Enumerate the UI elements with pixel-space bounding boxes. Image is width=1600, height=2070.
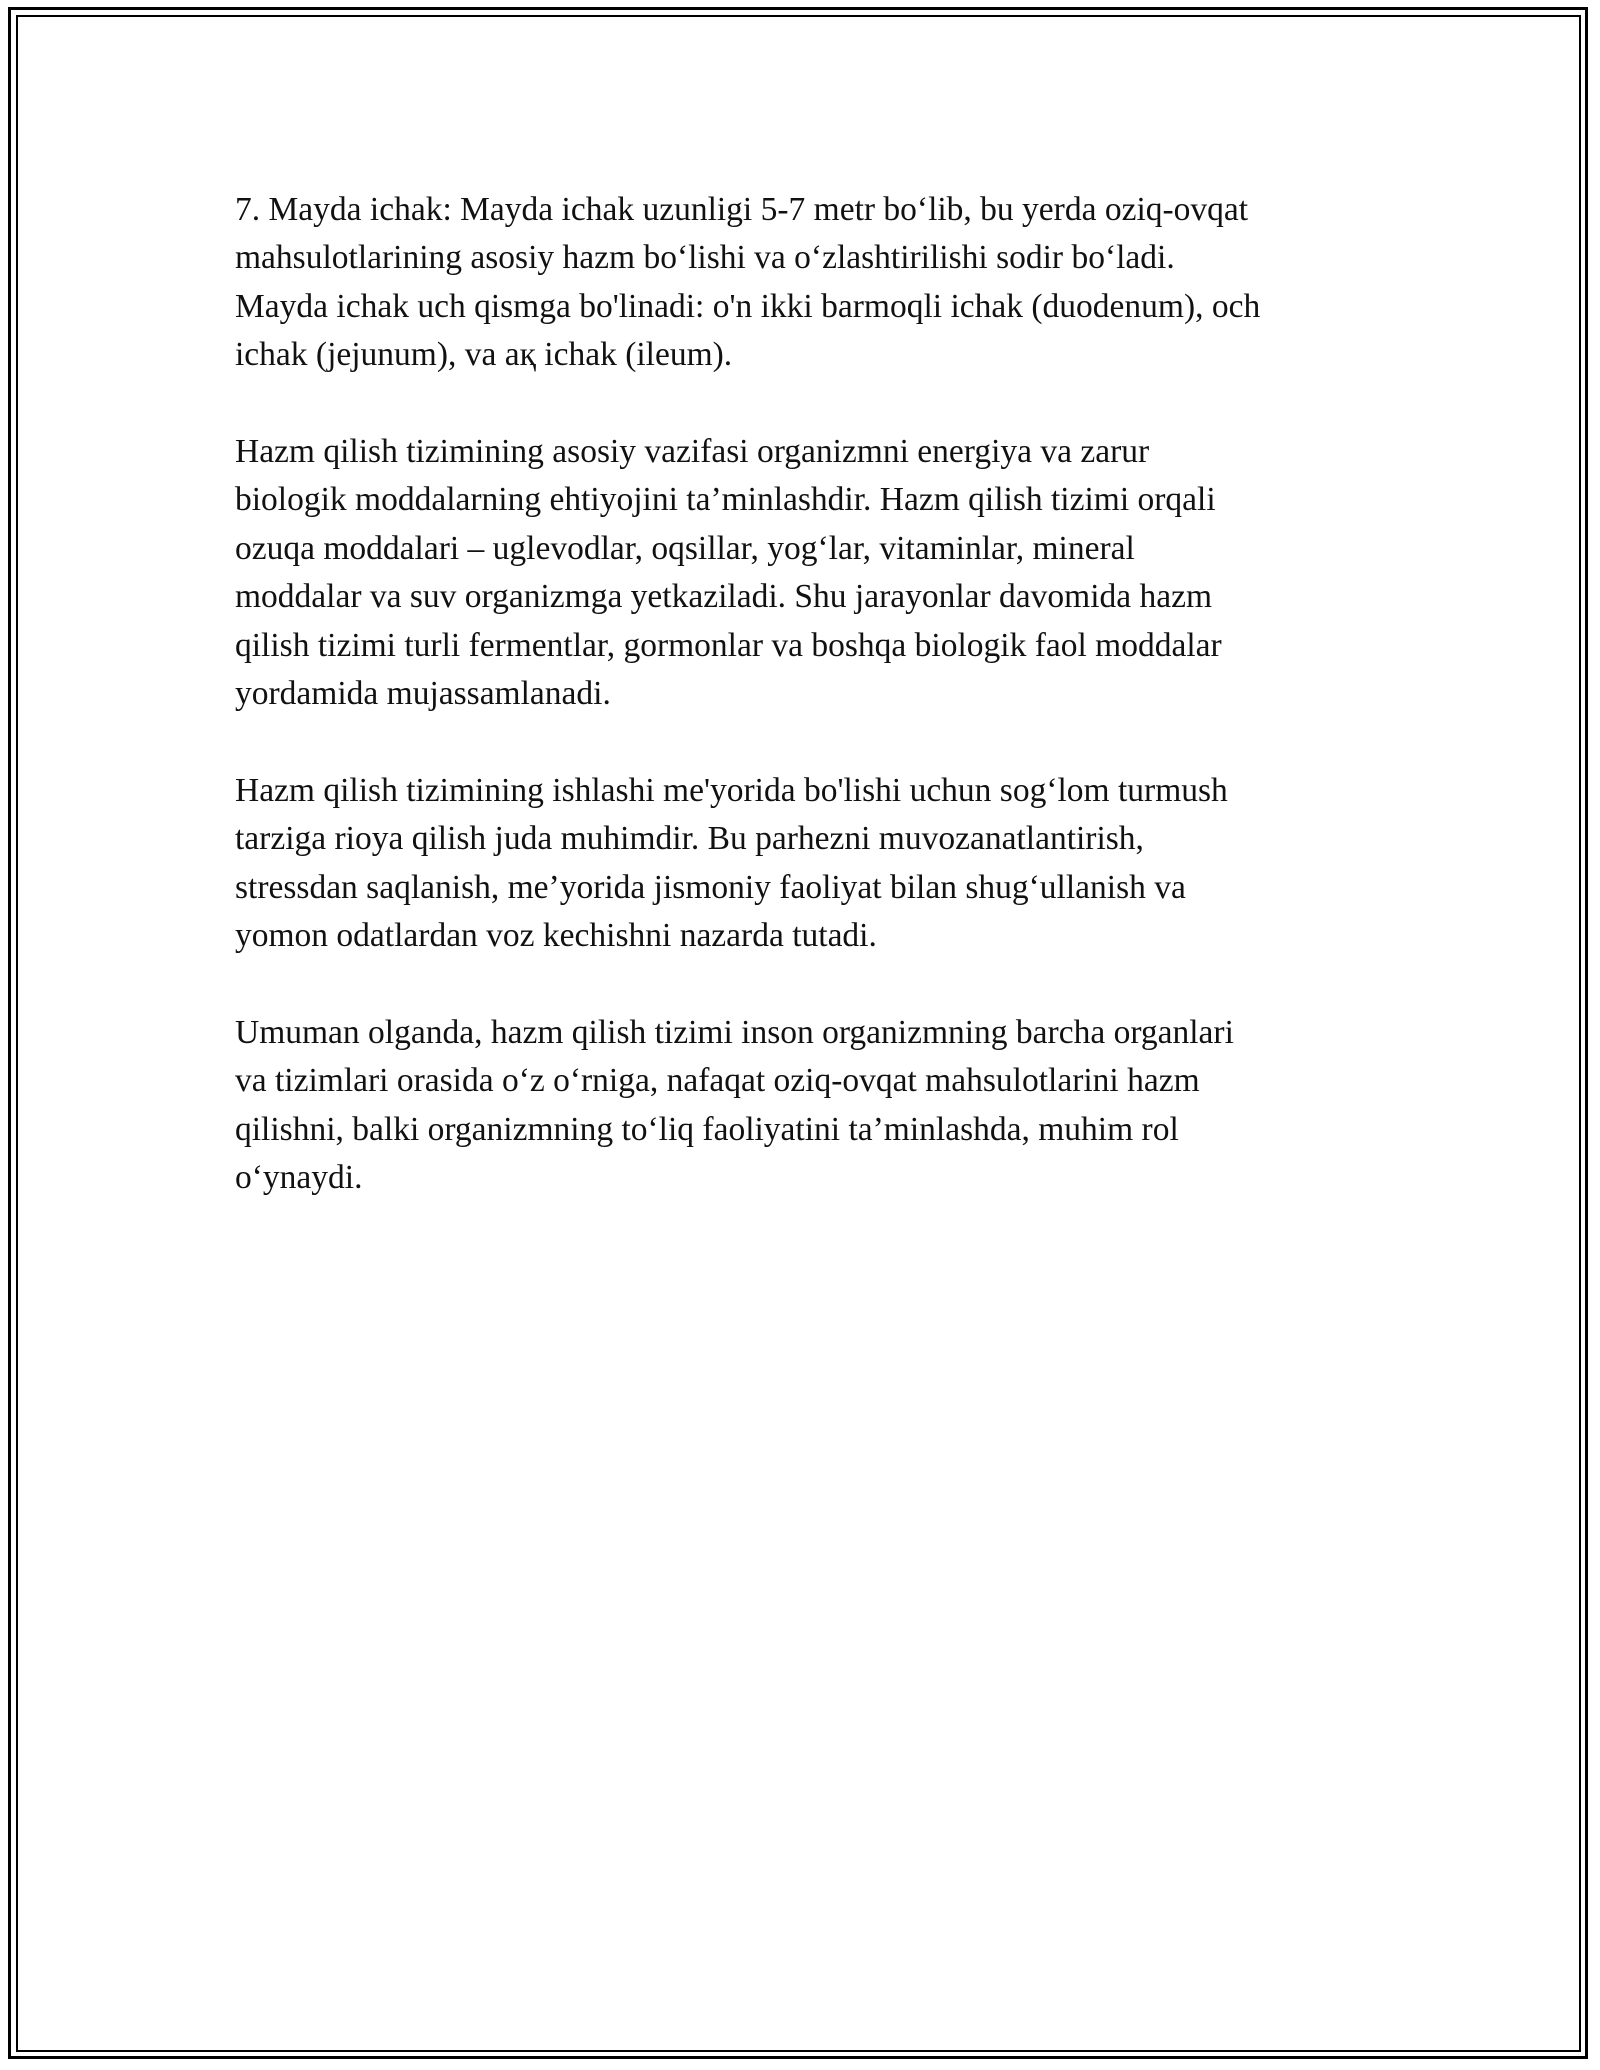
document-body [235, 186, 1370, 1251]
text-line: Hazm qilish tizimining ishlashi me'yorida bo'lishi uchun sog‘lom turmush [235, 771, 1228, 809]
text-line: moddalar va suv organizmga yetkaziladi. Shu jarayonlar davomida hazm [235, 578, 1213, 616]
text-line: Umuman olganda, hazm qilish tizimi inson organizmning barcha organlari [235, 1013, 1234, 1051]
paragraph-healthy-lifestyle [235, 767, 1370, 961]
text-line: yomon odatlardan voz kechishni nazarda tutadi. [235, 917, 877, 955]
text-line: tarziga rioya qilish juda muhimdir. Bu parhezni muvozanatlantirish, [235, 820, 1144, 858]
text-line: qilish tizimi turli fermentlar, gormonlar va boshqa biologik faol moddalar [235, 626, 1222, 664]
text-line: Mayda ichak uch qismga bo'linadi: o'n ikki barmoqli ichak (duodenum), och [235, 287, 1261, 325]
paragraph-small-intestine [235, 186, 1370, 380]
paragraph-conclusion [235, 1009, 1370, 1203]
text-line: yordamida mujassamlanadi. [235, 675, 611, 713]
text-line: 7. Mayda ichak: Mayda ichak uzunligi 5-7 metr bo‘lib, bu yerda oziq-ovqat [235, 191, 1249, 228]
text-line: stressdan saqlanish, me’yorida jismoniy faoliyat bilan shug‘ullanish va [235, 868, 1186, 906]
text-line: va tizimlari orasida o‘z o‘rniga, nafaqat oziq-ovqat mahsulotlarini hazm [235, 1062, 1200, 1100]
text-line: o‘ynaydi. [235, 1159, 363, 1197]
text-line: Hazm qilish tizimining asosiy vazifasi organizmni energiya va zarur [235, 433, 1150, 471]
text-line: ozuqa moddalari – uglevodlar, oqsillar, yog‘lar, vitaminlar, mineral [235, 529, 1135, 567]
text-line: mahsulotlarining asosiy hazm bo‘lishi va o‘zlashtirilishi sodir bo‘ladi. [235, 239, 1175, 277]
paragraph-main-function [235, 428, 1370, 718]
text-line: qilishni, balki organizmning to‘liq faoliyatini ta’minlashda, muhim rol [235, 1110, 1179, 1148]
text-line: ichak (jejunum), va aқ ichak (ileum). [235, 336, 733, 374]
text-line: biologik moddalarning ehtiyojini ta’minlashdir. Hazm qilish tizimi orqali [235, 481, 1216, 519]
